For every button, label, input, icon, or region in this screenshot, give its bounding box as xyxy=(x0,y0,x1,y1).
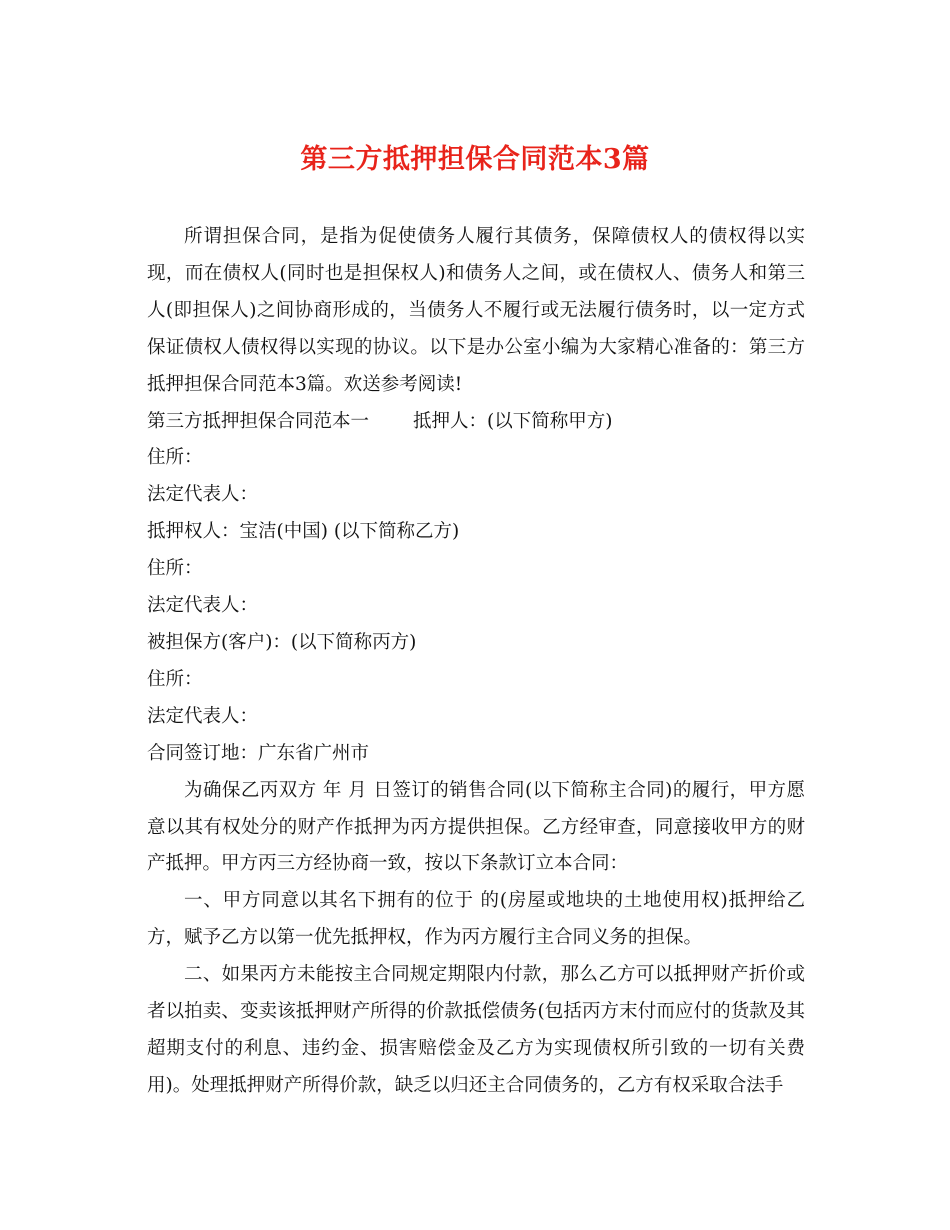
section-heading-line xyxy=(147,404,805,441)
section-heading: 第三方抵押担保合同范本一 xyxy=(147,410,370,432)
document-title: 第三方抵押担保合同范本3篇 xyxy=(300,144,650,175)
paragraph-clause-1: 一、甲方同意以其名下拥有的位于 的(房屋或地块的土地使用权)抵押给乙方，赋予乙方以第一优先抵押权，作为丙方履行主合同义务的担保。 xyxy=(147,890,805,949)
mortgagor-label: 抵押人：(以下简称甲方) xyxy=(413,410,613,432)
field-mortgagee: 抵押权人：宝洁(中国) (以下简称乙方) xyxy=(147,521,460,543)
paragraph-preamble: 为确保乙丙双方 年 月 日签订的销售合同(以下简称主合同)的履行，甲方愿意以其有权处分的财产作抵押为丙方提供担保。乙方经审查，同意接收甲方的财产抵押。甲方丙三方经协商一致，按以下条款订立本合同： xyxy=(147,779,805,875)
field-legal-rep-3: 法定代表人： xyxy=(147,705,259,727)
field-signing-place: 合同签订地：广东省广州市 xyxy=(147,742,370,764)
field-address-3: 住所： xyxy=(147,668,203,690)
field-address-2: 住所： xyxy=(147,558,203,580)
field-legal-rep-2: 法定代表人： xyxy=(147,595,259,617)
field-guaranteed-party: 被担保方(客户)：(以下简称丙方) xyxy=(147,631,417,653)
field-address-1: 住所： xyxy=(147,447,203,469)
paragraph-clause-2: 二、如果丙方未能按主合同规定期限内付款，那么乙方可以抵押财产折价或者以拍卖、变卖该抵押财产所得的价款抵偿债务(包括丙方末付而应付的货款及其超期支付的利息、违约金、损害赔偿金及乙方为实现债权所引致的一切有关费用)。处理抵押财产所得价款，缺乏以归还主合同债务的，乙方有权采取合法手 xyxy=(147,964,805,1096)
field-legal-rep-1: 法定代表人： xyxy=(147,484,259,506)
document-body xyxy=(147,219,805,1105)
intro-paragraph: 所谓担保合同，是指为促使债务人履行其债务，保障债权人的债权得以实现，而在债权人(同时也是担保权人)和债务人之间，或在债权人、债务人和第三人(即担保人)之间协商形成的，当债务人不履行或无法履行债务时，以一定方式保证债权人债权得以实现的协议。以下是办公室小编为大家精心准备的：第三方抵押担保合同范本3篇。欢送参考阅读! xyxy=(147,226,805,395)
